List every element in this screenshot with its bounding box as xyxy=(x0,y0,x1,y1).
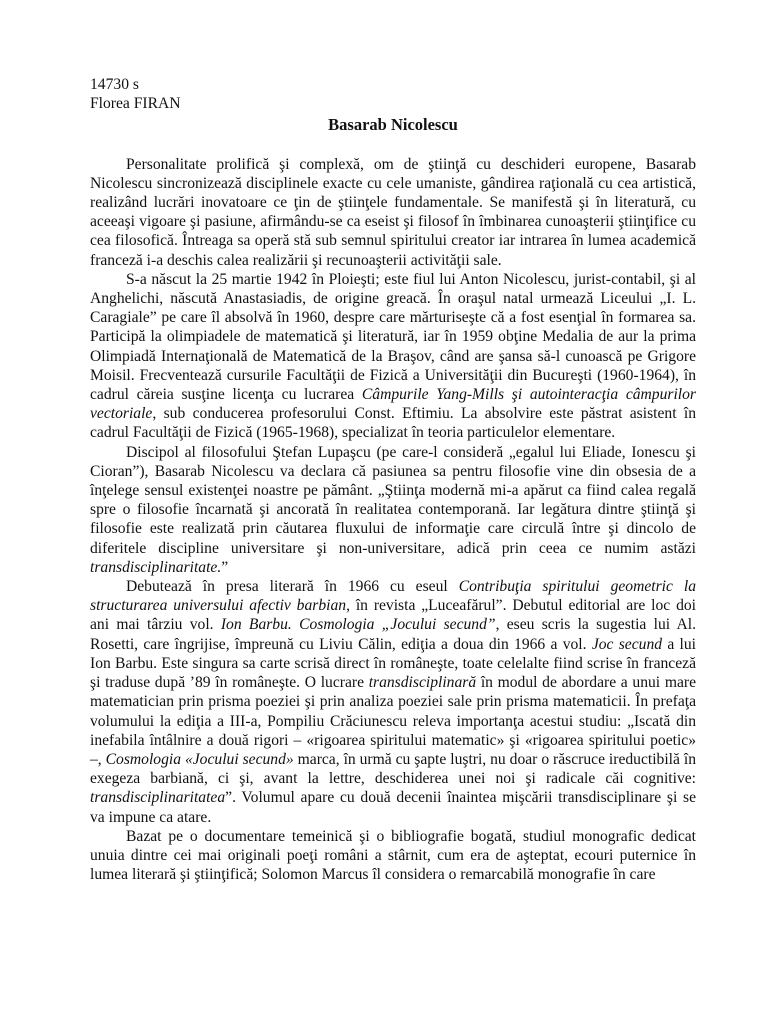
text-run: în modul de abordare a unui mare matematician prin prisma poeziei şi prin analiza poeziei sale prin prisma matematicii. În prefaţa volumului la ediţia a III-a, Pompiliu Crăciunescu releva importanţa acestui studiu: „Iscată din inefabila întâlnire a două rigori – «rigoarea spiritului matematic» şi «rigoarea spiritului poetic» –, xyxy=(90,674,696,768)
italic-text: transdisciplinară xyxy=(368,674,477,692)
italic-text: transdisciplinaritatea xyxy=(90,789,226,807)
text-run: ”. Volumul apare cu două decenii înaintea mişcării transdisciplinare şi se va impune ca atare. xyxy=(90,789,696,826)
text-run: S-a născut la 25 martie 1942 în Ploieşti; este fiul lui Anton Nicolescu, jurist-contabil, şi al Anghelichi, născută Anastasiadis, de origine greacă. În oraşul natal urmează Liceului „I. L. Caragiale” pe care îl absolvă în 1960, despre care mărturiseşte că a fost esenţial în formarea sa. Participă la olimpiadele de matematică şi literatură, iar în 1959 obţine Medalia de aur la prima Olimpiadă Internaţională de Matematică de la Braşov, când are şansa să-l cunoască pe Grigore Moisil. Frecventează cursurile Facultăţii de Fizică a Universităţii din Bucureşti (1960-1964), în cadrul căreia susţine licenţa cu lucrarea xyxy=(90,270,696,404)
italic-text: Joc secund xyxy=(591,635,663,653)
text-run: a lui Ion Barbu. Este singura sa carte scrisă direct în româneşte, toate celelalte fiind scrise în franceză şi traduse după ’89 în româneşte. O lucrare xyxy=(90,635,696,692)
italic-text: Ion Barbu. Cosmologia „Jocului secund” xyxy=(220,616,496,634)
text-run: Debutează în presa literară în 1966 cu eseul xyxy=(126,578,459,596)
paragraph xyxy=(90,443,696,577)
italic-text: transdisciplinaritate. xyxy=(90,558,222,576)
paragraph xyxy=(90,270,696,443)
paragraph xyxy=(90,827,696,885)
italic-text: Câmpurile Yang-Mills şi autointeracţia câmpurilor vectoriale xyxy=(90,386,696,423)
italic-text: Cosmologia «Jocului secund» xyxy=(105,750,294,768)
document-page xyxy=(90,75,696,884)
text-run: Discipol al filosofului Ştefan Lupaşcu (pe care-l consideră „egalul lui Eliade, Ionescu şi Cioran”), Basarab Nicolescu va declara că pasiunea sa pentru filosofie vine din obsesia de a înţelege sensul existenţei noastre pe pământ. „Ştiinţa modernă mi-a apărut ca fiind calea regală spre o filosofie încarnată şi ancorată în realitatea contemporană. Iar legătura dintre ştiinţă şi filosofie este realizată prin căutarea fluxului de informaţie care circulă între şi dincolo de diferitele discipline universitare şi non-universitare, adică prin ceea ce numim astăzi xyxy=(90,443,696,557)
document-code: 14730 s xyxy=(90,76,139,93)
paragraph xyxy=(90,155,696,270)
paragraph xyxy=(90,577,696,827)
text-run: , în revista „Luceafărul”. Debutul editorial are loc doi ani mai târziu vol. xyxy=(90,597,696,634)
author-name: Florea FIRAN xyxy=(90,95,181,113)
italic-text: Contribuţia spiritului geometric la structurarea universului afectiv barbian xyxy=(90,578,697,615)
text-run: Bazat pe o documentare temeinică şi o bibliografie bogată, studiul monografic dedicat unuia dintre cei mai originali poeţi români a stârnit, cum era de aşteptat, ecouri puternice în lumea literară şi ştiinţifică; Solomon Marcus îl considera o remarcabilă monografie în care xyxy=(90,827,696,884)
text-run: ” xyxy=(221,558,229,576)
document-title: Basarab Nicolescu xyxy=(328,115,458,135)
text-run: , eseu scris la sugestia lui Al. Rosetti, care îngrijise, împreună cu Liviu Călin, ediţia a doua din 1966 a vol. xyxy=(90,616,696,653)
text-run: , sub conducerea profesorului Const. Eftimiu. La absolvire este păstrat asistent în cadrul Facultăţii de Fizică (1965-1968), specializat în teoria particulelor elementare. xyxy=(90,405,696,442)
text-run: Personalitate prolifică şi complexă, om de ştiinţă cu deschideri europene, Basarab Nicolescu sincronizează disciplinele exacte cu cele umaniste, gândirea raţională cu cea artistică, realizând lucrări inovatoare ce ţin de ştiinţele fundamentale. Se manifestă şi în literatură, cu aceeaşi vigoare şi pasiune, afirmându-se ca eseist şi filosof în îmbinarea cunoaşterii ştiinţifice cu cea filosofică. Întreaga sa operă stă sub semnul spiritului creator iar intrarea în lumea academică franceză i-a deschis calea realizării şi recunoaşterii activităţii sale. xyxy=(90,155,696,269)
body-text xyxy=(90,155,696,885)
text-run: marca, în urmă cu şapte luştri, nu doar o răscruce ireductibilă în exegeza barbiană, ci şi, avant la lettre, deschiderea unei noi şi radicale căi cognitive: xyxy=(90,750,696,788)
